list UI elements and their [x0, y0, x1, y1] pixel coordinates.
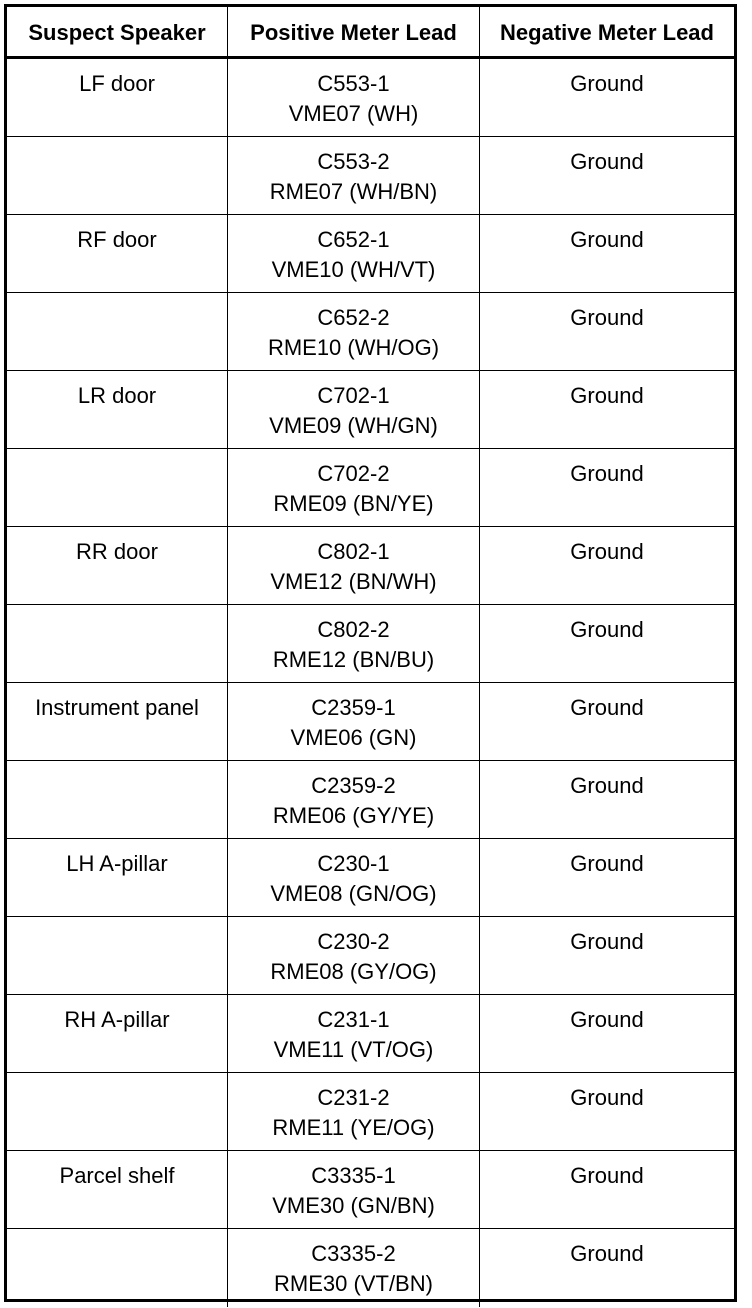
connector-pin: C802-2 — [317, 617, 390, 642]
suspect-speaker-cell: RH A-pillar — [7, 995, 228, 1072]
negative-meter-lead-cell: Ground — [570, 1007, 644, 1032]
speaker-test-table — [4, 4, 737, 1302]
suspect-speaker-cell — [7, 761, 228, 838]
negative-meter-lead-cell: Ground — [570, 461, 644, 486]
table-row — [7, 527, 734, 605]
positive-meter-lead-cell — [228, 1229, 480, 1307]
positive-meter-lead-cell — [228, 215, 480, 292]
negative-meter-lead-cell: Ground — [570, 227, 644, 252]
suspect-speaker-cell: Instrument panel — [7, 683, 228, 760]
negative-meter-lead-cell: Ground — [570, 305, 644, 330]
connector-pin: C2359-1 — [311, 695, 396, 720]
table-row — [7, 215, 734, 293]
header-suspect-speaker: Suspect Speaker — [7, 7, 228, 56]
suspect-speaker-cell — [7, 1229, 228, 1307]
connector-pin: C652-2 — [317, 305, 390, 330]
connector-pin: C553-2 — [317, 149, 390, 174]
suspect-speaker-cell — [7, 293, 228, 370]
table-row — [7, 839, 734, 917]
suspect-speaker-cell — [7, 1073, 228, 1150]
suspect-speaker-cell: LH A-pillar — [7, 839, 228, 916]
table-row — [7, 683, 734, 761]
positive-meter-lead-cell — [228, 527, 480, 604]
header-positive-meter-lead: Positive Meter Lead — [228, 7, 480, 56]
table-row — [7, 59, 734, 137]
negative-meter-lead-cell: Ground — [570, 1085, 644, 1110]
connector-pin: C230-2 — [317, 929, 390, 954]
connector-pin: C230-1 — [317, 851, 390, 876]
circuit-wire: RME08 (GY/OG) — [270, 959, 437, 984]
negative-meter-lead-cell: Ground — [570, 695, 644, 720]
positive-meter-lead-cell — [228, 371, 480, 448]
negative-meter-lead-cell: Ground — [570, 149, 644, 174]
suspect-speaker-cell — [7, 449, 228, 526]
suspect-speaker-cell: LR door — [7, 371, 228, 448]
negative-meter-lead-cell: Ground — [570, 929, 644, 954]
positive-meter-lead-cell — [228, 761, 480, 838]
positive-meter-lead-cell — [228, 839, 480, 916]
negative-meter-lead-cell: Ground — [570, 851, 644, 876]
table-header — [7, 7, 734, 59]
negative-meter-lead-cell: Ground — [570, 617, 644, 642]
table-row — [7, 293, 734, 371]
suspect-speaker-cell — [7, 605, 228, 682]
suspect-speaker-cell — [7, 917, 228, 994]
connector-pin: C231-1 — [317, 1007, 390, 1032]
table-body — [7, 59, 734, 1307]
suspect-speaker-cell: RR door — [7, 527, 228, 604]
suspect-speaker-cell: RF door — [7, 215, 228, 292]
negative-meter-lead-cell: Ground — [570, 1163, 644, 1188]
negative-meter-lead-cell: Ground — [570, 383, 644, 408]
connector-pin: C702-2 — [317, 461, 390, 486]
suspect-speaker-cell: Parcel shelf — [7, 1151, 228, 1228]
circuit-wire: RME12 (BN/BU) — [272, 647, 435, 672]
circuit-wire: VME10 (WH/VT) — [271, 257, 436, 282]
positive-meter-lead-cell — [228, 59, 480, 136]
negative-meter-lead-cell: Ground — [570, 539, 644, 564]
positive-meter-lead-cell — [228, 137, 480, 214]
connector-pin: C652-1 — [317, 227, 390, 252]
circuit-wire: RME11 (YE/OG) — [272, 1115, 435, 1140]
connector-pin: C231-2 — [317, 1085, 390, 1110]
negative-meter-lead-cell: Ground — [570, 71, 644, 96]
circuit-wire: RME10 (WH/OG) — [267, 335, 440, 360]
positive-meter-lead-cell — [228, 293, 480, 370]
positive-meter-lead-cell — [228, 1073, 480, 1150]
connector-pin: C3335-1 — [311, 1163, 396, 1188]
circuit-wire: RME30 (VT/BN) — [274, 1271, 433, 1296]
connector-pin: C2359-2 — [311, 773, 396, 798]
table-row — [7, 1229, 734, 1307]
positive-meter-lead-cell — [228, 449, 480, 526]
circuit-wire: VME07 (WH) — [288, 101, 419, 126]
connector-pin: C553-1 — [317, 71, 390, 96]
positive-meter-lead-cell — [228, 605, 480, 682]
circuit-wire: VME06 (GN) — [290, 725, 417, 750]
positive-meter-lead-cell — [228, 1151, 480, 1228]
table-row — [7, 761, 734, 839]
table-row — [7, 1073, 734, 1151]
circuit-wire: VME09 (WH/GN) — [269, 413, 438, 438]
positive-meter-lead-cell — [228, 995, 480, 1072]
negative-meter-lead-cell: Ground — [570, 773, 644, 798]
circuit-wire: VME30 (GN/BN) — [272, 1193, 435, 1218]
table-row — [7, 995, 734, 1073]
circuit-wire: RME09 (BN/YE) — [273, 491, 434, 516]
circuit-wire: RME06 (GY/YE) — [272, 803, 435, 828]
table-row — [7, 371, 734, 449]
circuit-wire: VME08 (GN/OG) — [270, 881, 437, 906]
table-row — [7, 605, 734, 683]
circuit-wire: VME12 (BN/WH) — [270, 569, 437, 594]
header-negative-meter-lead: Negative Meter Lead — [500, 20, 714, 45]
table-row — [7, 917, 734, 995]
suspect-speaker-cell — [7, 137, 228, 214]
table-row — [7, 1151, 734, 1229]
table-row — [7, 137, 734, 215]
circuit-wire: VME11 (VT/OG) — [273, 1037, 434, 1062]
table-row — [7, 449, 734, 527]
connector-pin: C802-1 — [317, 539, 390, 564]
connector-pin: C702-1 — [317, 383, 390, 408]
connector-pin: C3335-2 — [311, 1241, 396, 1266]
positive-meter-lead-cell — [228, 683, 480, 760]
circuit-wire: RME07 (WH/BN) — [269, 179, 438, 204]
suspect-speaker-cell: LF door — [7, 59, 228, 136]
positive-meter-lead-cell — [228, 917, 480, 994]
negative-meter-lead-cell: Ground — [570, 1241, 644, 1266]
